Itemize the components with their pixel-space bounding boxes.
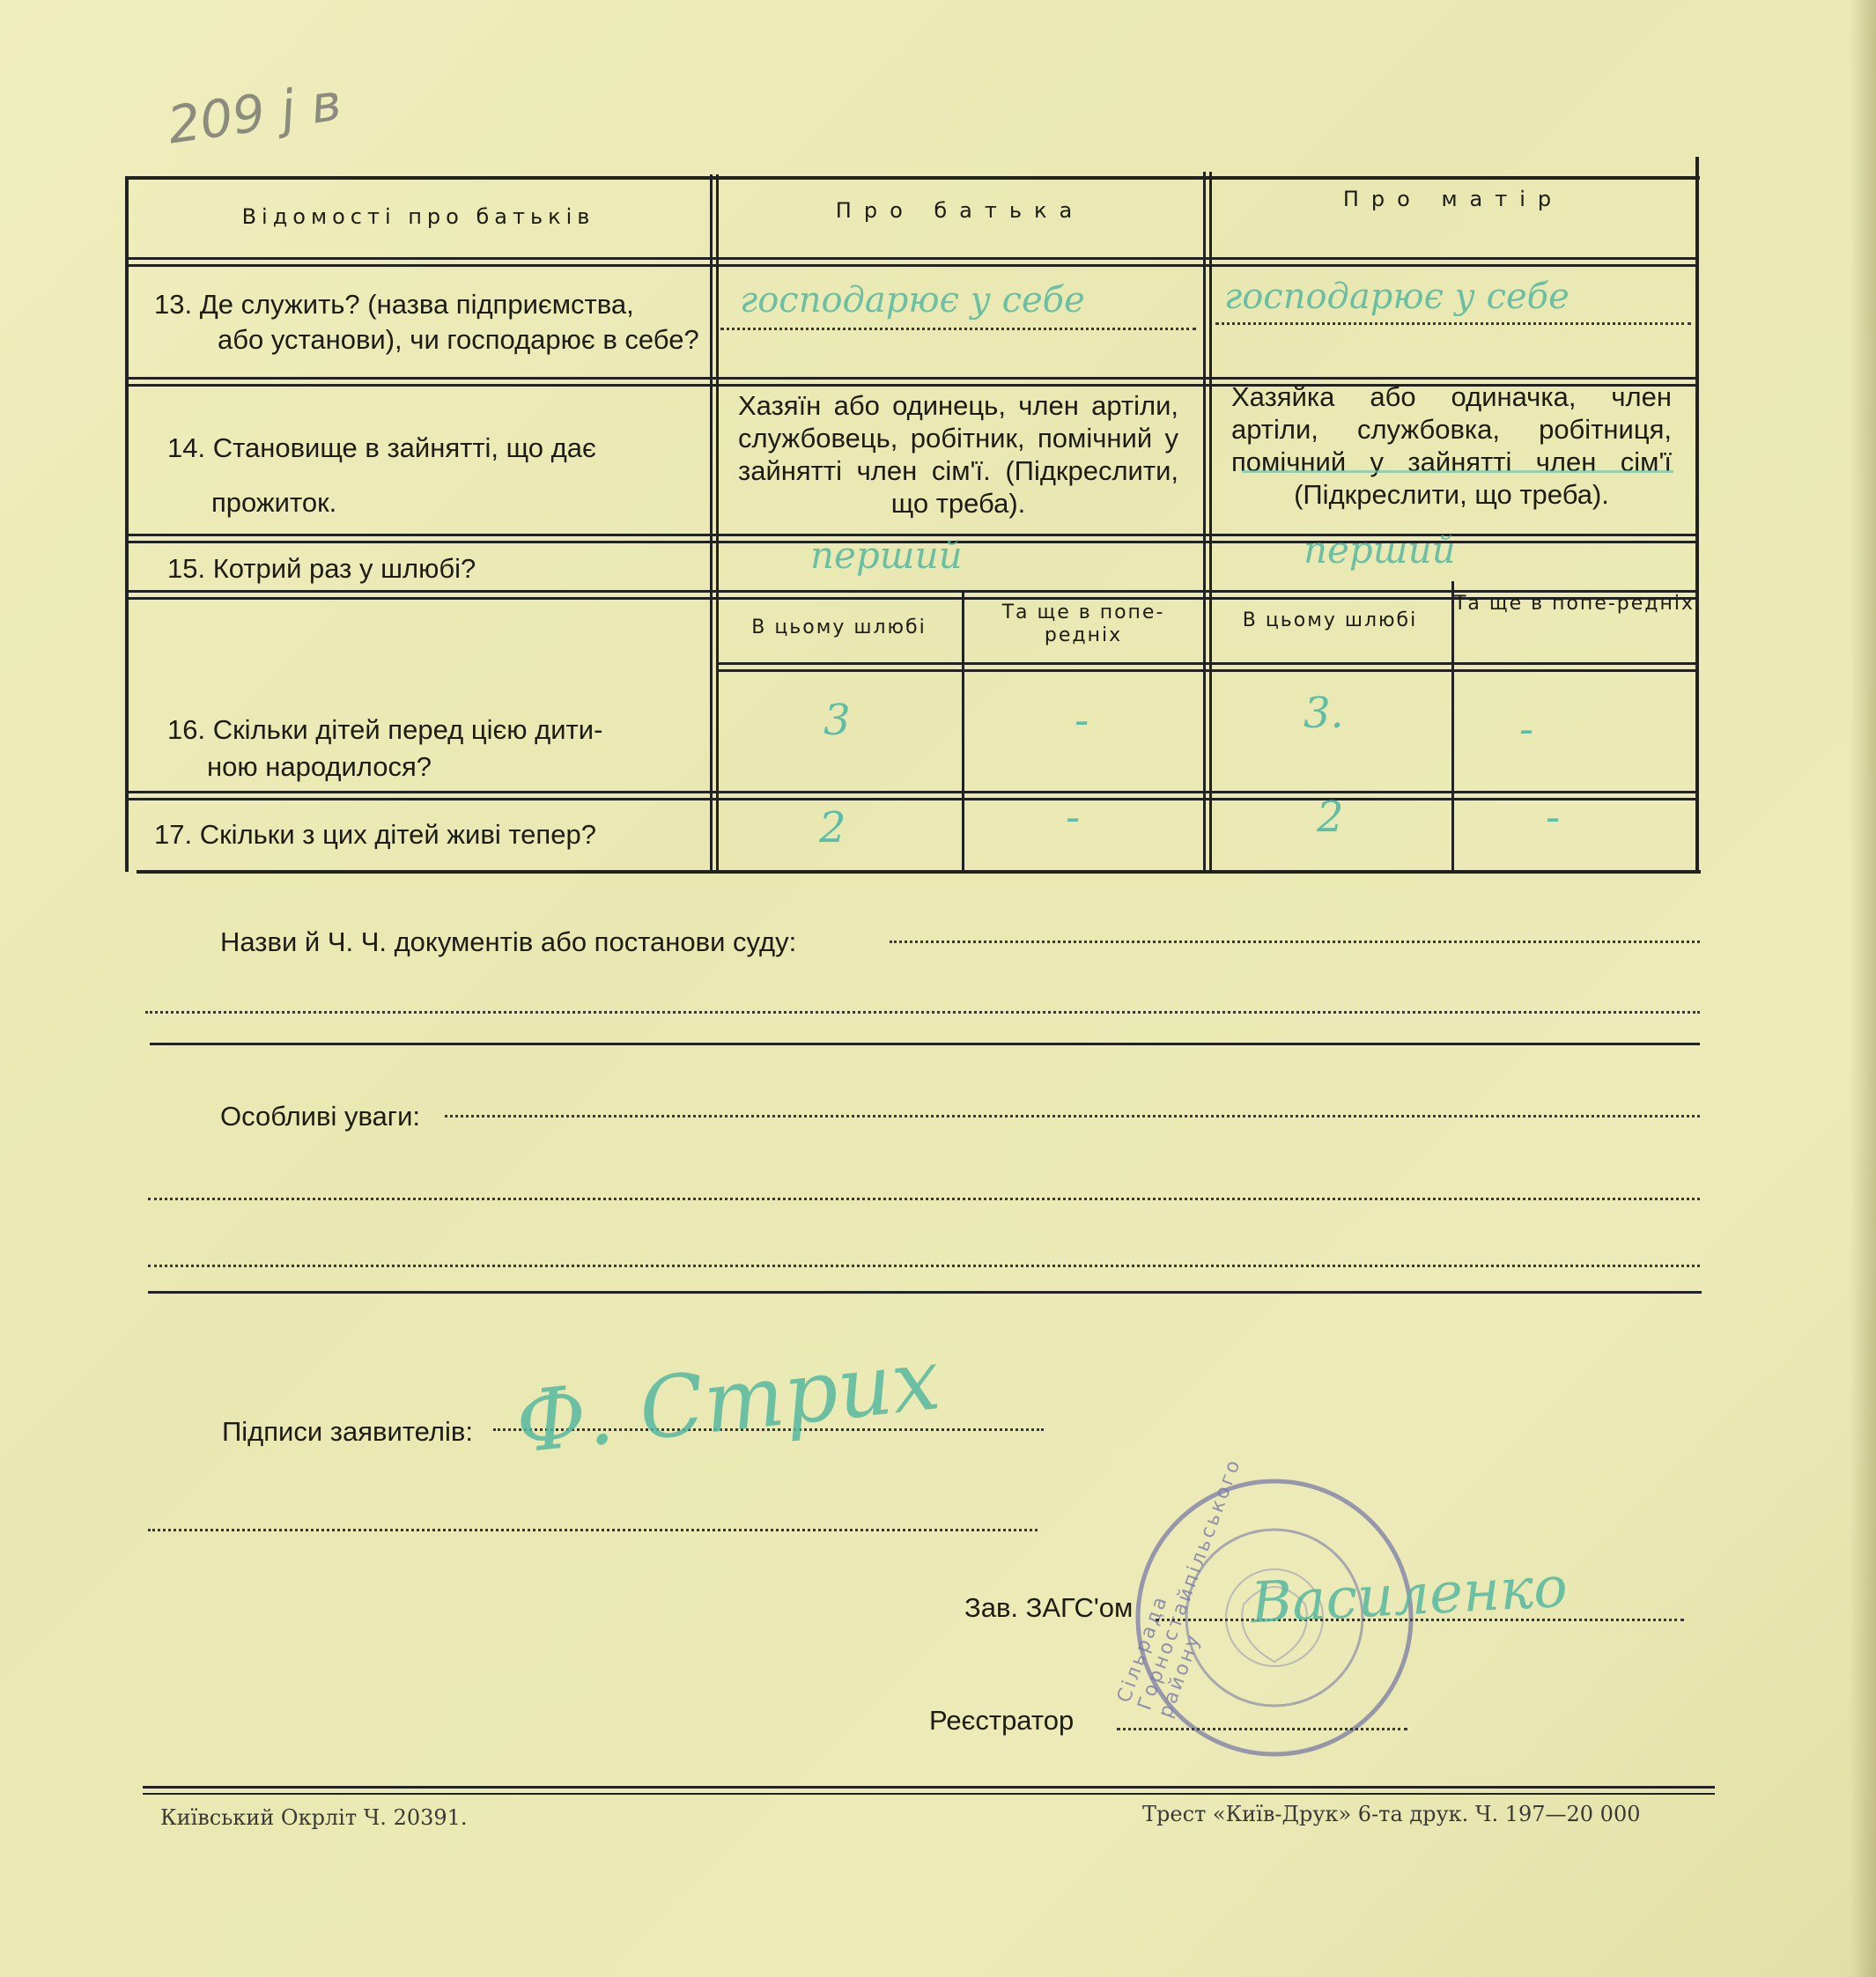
registrar-line <box>1117 1728 1407 1730</box>
footer-right-text: Трест «Київ-Друк» 6-та друк. Ч. 197—20 000 <box>1142 1802 1641 1826</box>
head-signature: Василенко <box>1249 1554 1569 1637</box>
row-13-father-answer: господарює у себе <box>740 280 1085 321</box>
row-16-question-line2: ною народилося? <box>207 751 432 782</box>
head-label: Зав. ЗАГС'ом <box>964 1592 1134 1623</box>
documents-line-1 <box>890 941 1700 943</box>
documents-divider <box>150 1043 1700 1045</box>
row-13-question <box>154 287 699 358</box>
father-previous-header: Та ще в попе-редніх <box>1001 601 1165 646</box>
signature-line-2 <box>148 1529 1038 1531</box>
row-17-number: 17. <box>154 819 193 850</box>
header-father: Про батька <box>835 198 1085 223</box>
header-mother: Про матір <box>1342 187 1564 211</box>
row-17-mother-this: 2 <box>1317 793 1344 842</box>
row-16-mother-prev: - <box>1519 704 1534 754</box>
footer-left-text: Київський Окрліт Ч. 20391. <box>160 1805 468 1830</box>
row-14-question-line1: Становище в зайнятті, що дає <box>212 432 596 463</box>
stamp-text: Сільрада Горностайпільського району <box>1112 1455 1246 1722</box>
notes-line-1 <box>445 1115 1700 1118</box>
registrar-label: Реєстратор <box>929 1705 1075 1736</box>
row-17-question <box>154 817 596 852</box>
row-17-father-prev: - <box>1066 793 1081 842</box>
row-15-question <box>167 551 476 586</box>
row-14-number: 14. <box>167 432 206 463</box>
row-13-mother-answer: господарює у себе <box>1224 277 1569 317</box>
row-17-question-line1: Скільки з цих дітей живі тепер? <box>199 819 596 850</box>
row-16-father-this: 3 <box>824 696 851 745</box>
notes-line-2 <box>148 1198 1700 1200</box>
archive-mark: 209 ј в <box>164 71 345 156</box>
row-13-question-line2: або установи), чи господарює в себе? <box>218 324 699 355</box>
footer-divider <box>143 1786 1715 1789</box>
notes-label: Особливі уваги: <box>220 1101 421 1132</box>
notes-line-3 <box>148 1265 1700 1267</box>
row-15-father-answer: перший <box>810 534 963 577</box>
page-edge-shadow <box>1850 0 1876 1977</box>
row-15-mother-answer: перший <box>1304 528 1456 572</box>
row-13-number: 13. <box>154 289 193 320</box>
row-16-father-prev: - <box>1075 696 1089 745</box>
row-17-mother-prev: - <box>1546 793 1561 842</box>
row-14-father-options: Хазяїн або одинець, член артіли, службовець, робітник, помічний у зайнятті член сім'ї. (Підкреслити, що треба). <box>738 390 1178 519</box>
row-16-mother-this: 3. <box>1304 689 1344 738</box>
header-parents-info: Відомості про батьків <box>241 204 595 229</box>
documents-line-2 <box>145 1011 1700 1014</box>
mother-selected-underline <box>1242 470 1673 473</box>
notes-divider <box>148 1291 1702 1294</box>
mother-this-marriage-header: В цьому шлюбі <box>1242 609 1418 631</box>
documents-label: Назви й Ч. Ч. документів або постанови суду: <box>220 926 797 957</box>
row-15-question-line1: Котрий раз у шлюбі? <box>212 553 476 584</box>
row-16-number: 16. <box>167 714 206 745</box>
row-14-mother-options: Хазяйка або одиначка, член артіли, службовка, робітниця, помічний у зайнятті член сім'ї (Підкреслити, що треба). <box>1231 381 1672 510</box>
row-16-question-line1: Скільки дітей перед цією дити- <box>212 714 603 745</box>
row-15-number: 15. <box>167 553 206 584</box>
row-14-question-line2: прожиток. <box>211 487 337 518</box>
row-13-question-line1: Де служить? (назва підприємства, <box>199 289 634 320</box>
signatures-label: Підписи заявителів: <box>222 1416 473 1447</box>
applicant-signature: Ф. Стрих <box>511 1330 945 1472</box>
row-14-question <box>167 421 596 530</box>
row-17-father-this: 2 <box>819 803 846 852</box>
father-this-marriage-header: В цьому шлюбі <box>751 616 927 638</box>
row-16-question <box>167 712 602 786</box>
mother-previous-header: Та ще в попе-редніх <box>1453 593 1695 615</box>
